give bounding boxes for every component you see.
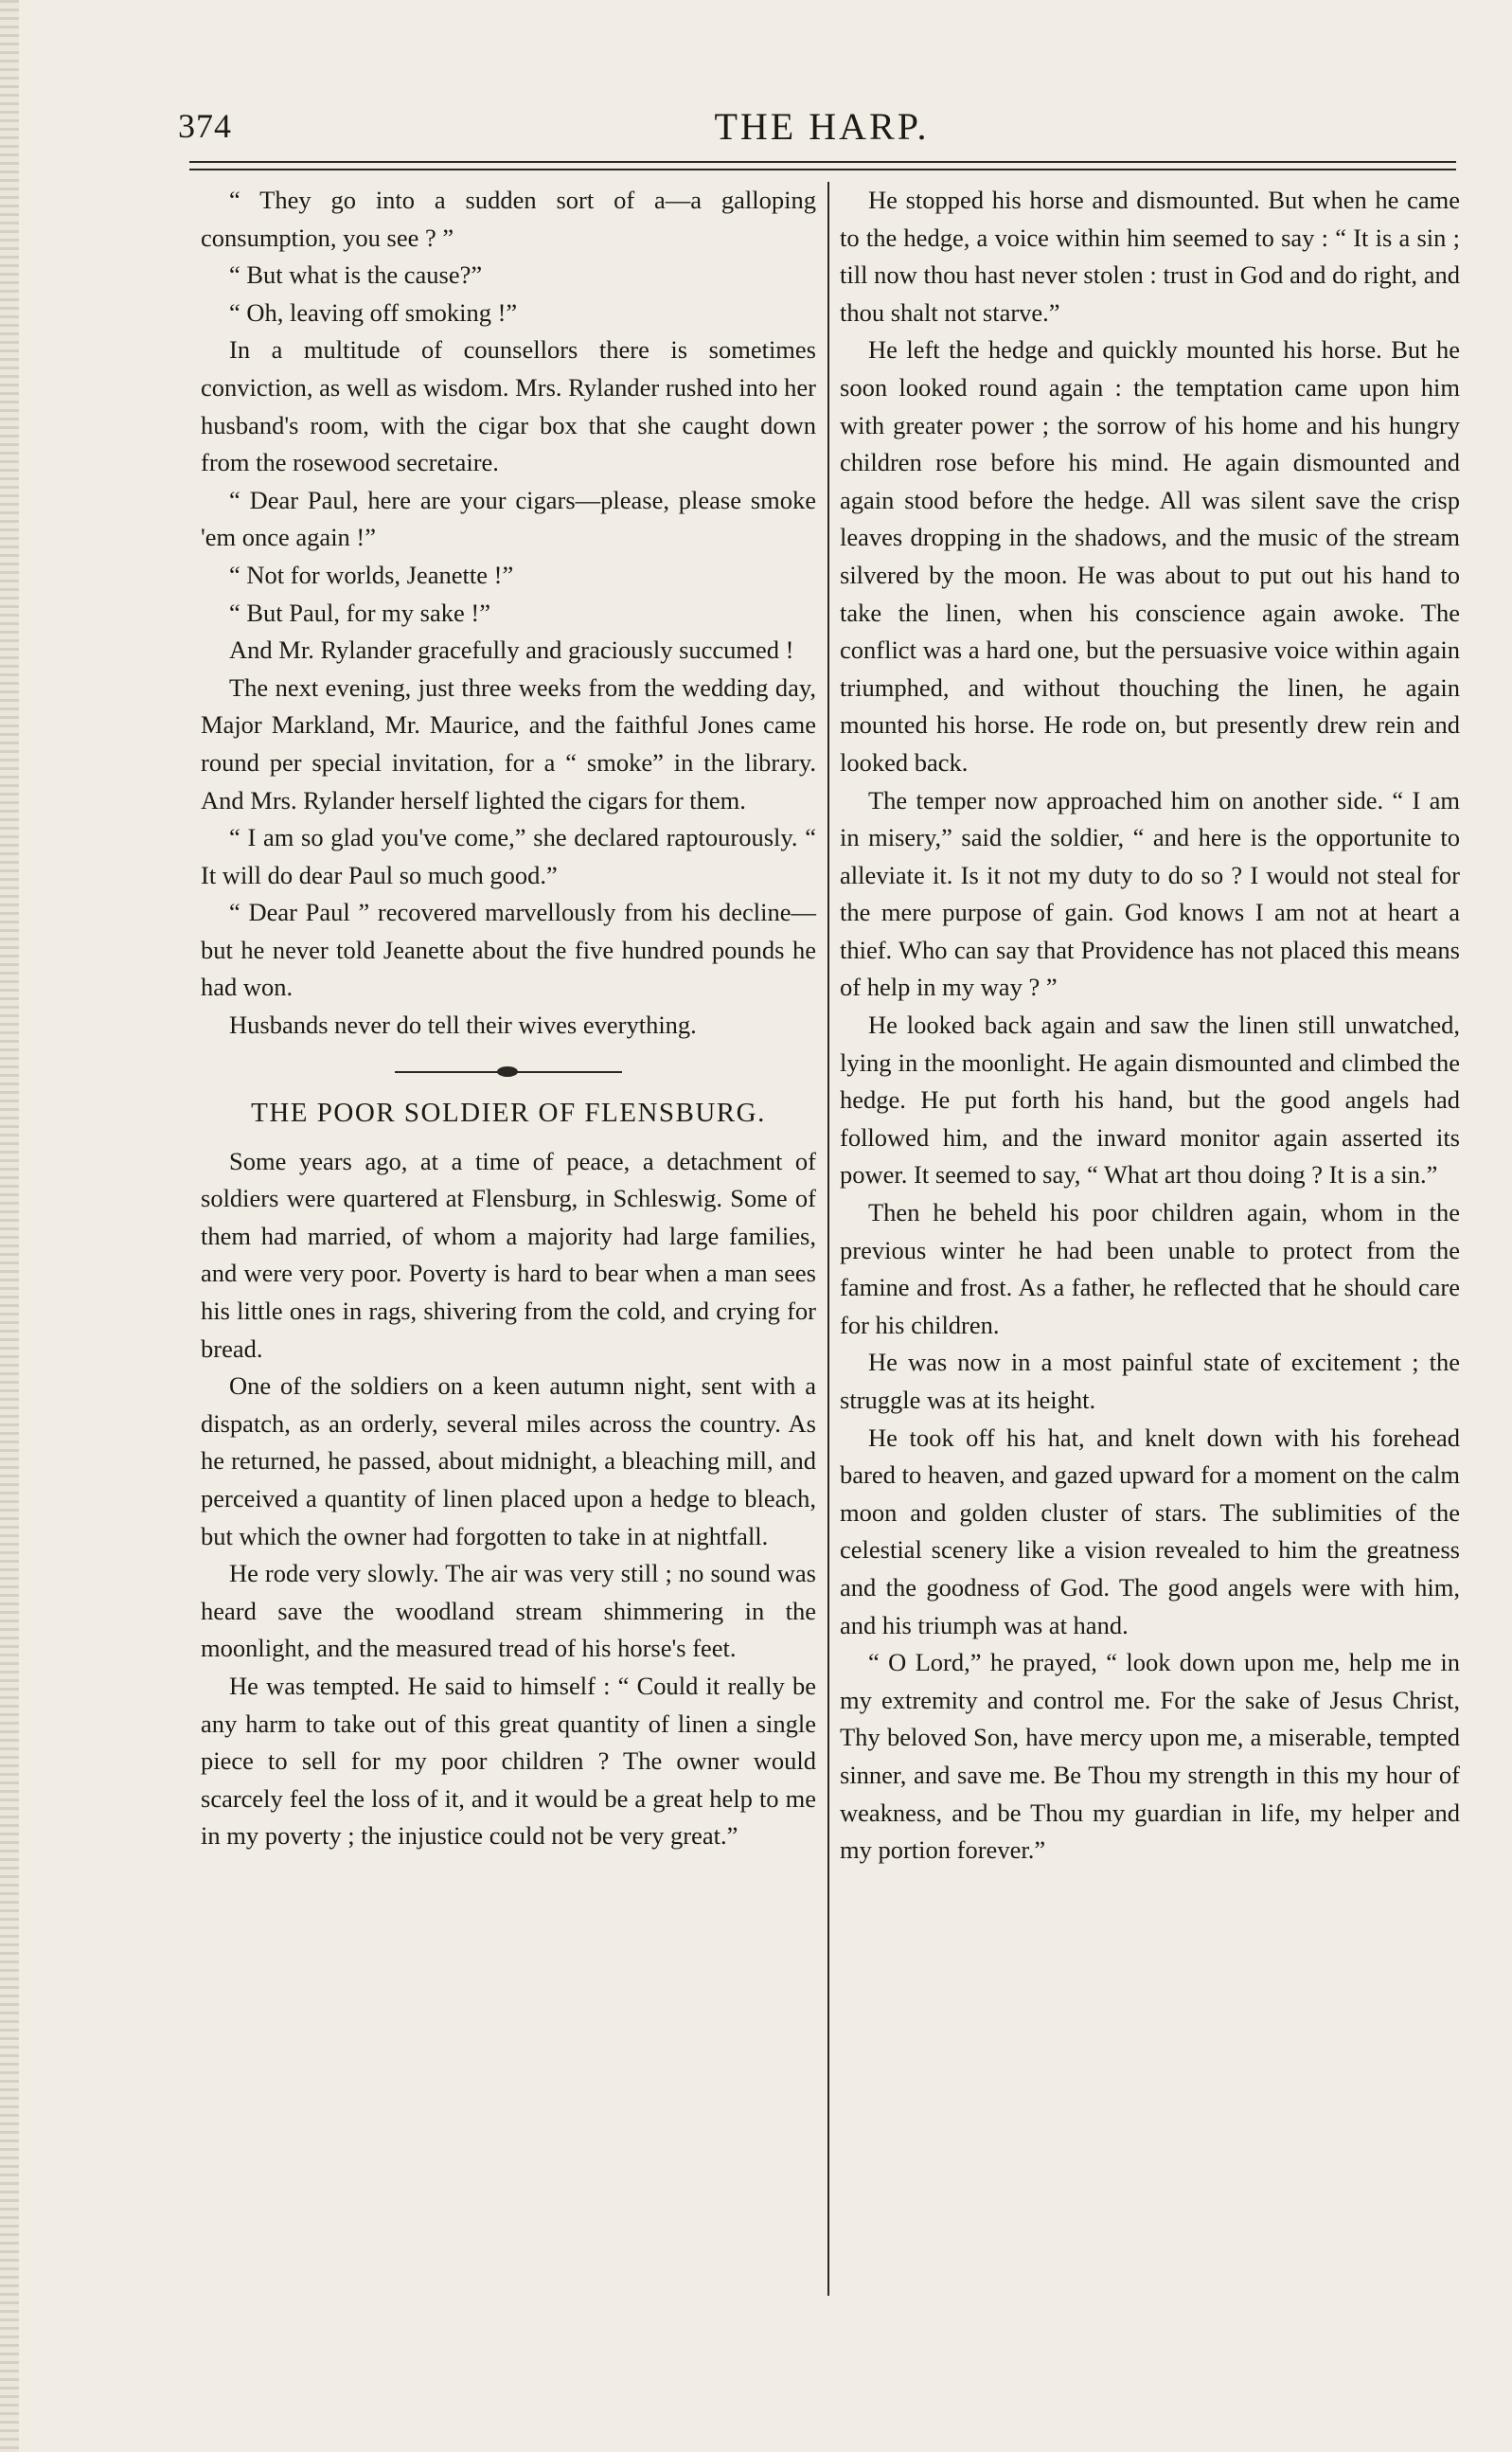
paragraph: The next evening, just three weeks from the wedding day, Major Markland, Mr. Maurice, and the faithful Jones came round per special invitation, for a “ smoke” in the library. And Mrs. Rylander herself lighted the cigars for them.	[201, 672, 816, 814]
paragraph: “ But Paul, for my sake !”	[229, 598, 490, 627]
paragraph: He looked back again and saw the linen still unwatched, lying in the moonlight. He again dismounted and climbed the hedge. He put forth his hand, but the good angels had followed him, and the inward monitor again asserted its power. It seemed to say, “ What art thou doing ? It is a sin.”	[840, 1011, 1460, 1190]
paragraph: Then he beheld his poor children again, whom in the previous winter he had been unable to protect from the famine and frost. As a father, he reflected that he should care for his children.	[840, 1198, 1460, 1339]
page-number: 374	[178, 107, 232, 145]
paragraph: “ But what is the cause?”	[229, 260, 483, 290]
right-column	[840, 182, 1460, 1870]
paragraph: “ Not for worlds, Jeanette !”	[229, 560, 514, 589]
paragraph: Some years ago, at a time of peace, a detachment of soldiers were quartered at Flensburg, in Schleswig. Some of them had married, of whom a majority had large families, and were very poor. Poverty is hard to bear when a man sees his little ones in rags, shivering from the cold, and crying for bread.	[201, 1146, 816, 1363]
paragraph: He left the hedge and quickly mounted his horse. But he soon looked round again : the temptation came upon him with greater power ; the sorrow of his home and his hungry children rose before his mind. He again dismounted and again stood before the hedge. All was silent save the crisp leaves dropping in the shadows, and the music of the stream silvered by the moon. He was about to put out his hand to take the linen, when his conscience again awoke. The conflict was a hard one, but the persuasive voice within again triumphed, and without thouching the linen, he again mounted his horse. He rode on, but presently drew rein and looked back.	[840, 335, 1460, 777]
paragraph: He took off his hat, and knelt down with his forehead bared to heaven, and gazed upward for a moment on the calm moon and golden cluster of stars. The sublimities of the celestial scenery like a vision revealed to him the greatness and the goodness of God. The good angels were with him, and his triumph was at hand.	[840, 1423, 1460, 1639]
paragraph: “ I am so glad you've come,” she declared raptourously. “ It will do dear Paul so much good.”	[201, 823, 816, 889]
left-column	[201, 182, 816, 1855]
paragraph: He was tempted. He said to himself : “ Could it really be any harm to take out of this great quantity of linen a single piece to sell for my poor children ? The owner would scarcely feel the loss of it, and it would be a great help to me in my poverty ; the injustice could not be very great.”	[201, 1671, 816, 1851]
paragraph: The temper now approached him on another side. “ I am in misery,” said the soldier, “ and here is the opportunite to alleviate it. Is it not my duty to do so ? I would not steal for the mere purpose of gain. God knows I am not at heart a thief. Who can say that Providence has not placed this means of help in my way ? ”	[840, 785, 1460, 1002]
paragraph: Husbands never do tell their wives everything.	[229, 1011, 697, 1040]
paragraph: And Mr. Rylander gracefully and graciously succumed !	[229, 635, 794, 665]
running-title: THE HARP.	[714, 105, 930, 148]
header-rule-top	[189, 161, 1456, 163]
paragraph: “ Dear Paul ” recovered marvellously from his decline—but he never told Jeanette about the five hundred pounds he had won.	[201, 898, 816, 1002]
paragraph: In a multitude of counsellors there is sometimes conviction, as well as wisdom. Mrs. Rylander rushed into her husband's room, with the cigar box that she caught down from the rosewood secretaire.	[201, 335, 816, 477]
paragraph: He was now in a most painful state of excitement ; the struggle was at its height.	[840, 1348, 1460, 1414]
page-edge	[0, 0, 19, 2452]
header-rule-bottom	[189, 169, 1456, 170]
section-ornament	[395, 1065, 622, 1079]
column-divider	[827, 182, 829, 2296]
paragraph: He stopped his horse and dismounted. But when he came to the hedge, a voice within him seemed to say : “ It is a sin ; till now thou hast never stolen : trust in God and do right, and thou shalt not starve.”	[840, 186, 1460, 327]
paragraph: He rode very slowly. The air was very still ; no sound was heard save the woodland stream shimmering in the moonlight, and the measured tread of his horse's feet.	[201, 1559, 816, 1663]
paragraph: “ They go into a sudden sort of a—a galloping consumption, you see ? ”	[201, 186, 816, 252]
section-heading: THE POOR SOLDIER OF FLENSBURG.	[251, 1097, 766, 1128]
paragraph: “ O Lord,” he prayed, “ look down upon me, help me in my extremity and control me. For the sake of Jesus Christ, Thy beloved Son, have mercy upon me, a miserable, tempted sinner, and save me. Be Thou my strength in this my hour of weakness, and be Thou my guardian in life, my helper and my portion forever.”	[840, 1648, 1460, 1865]
paragraph: “ Dear Paul, here are your cigars—please, please smoke 'em once again !”	[201, 485, 816, 552]
paragraph: One of the soldiers on a keen autumn night, sent with a dispatch, as an orderly, several miles across the country. As he returned, he passed, about midnight, a bleaching mill, and perceived a quantity of linen placed upon a hedge to bleach, but which the owner had forgotten to take in at nightfall.	[201, 1371, 816, 1550]
paragraph: “ Oh, leaving off smoking !”	[229, 297, 518, 327]
page-header	[178, 106, 1466, 163]
